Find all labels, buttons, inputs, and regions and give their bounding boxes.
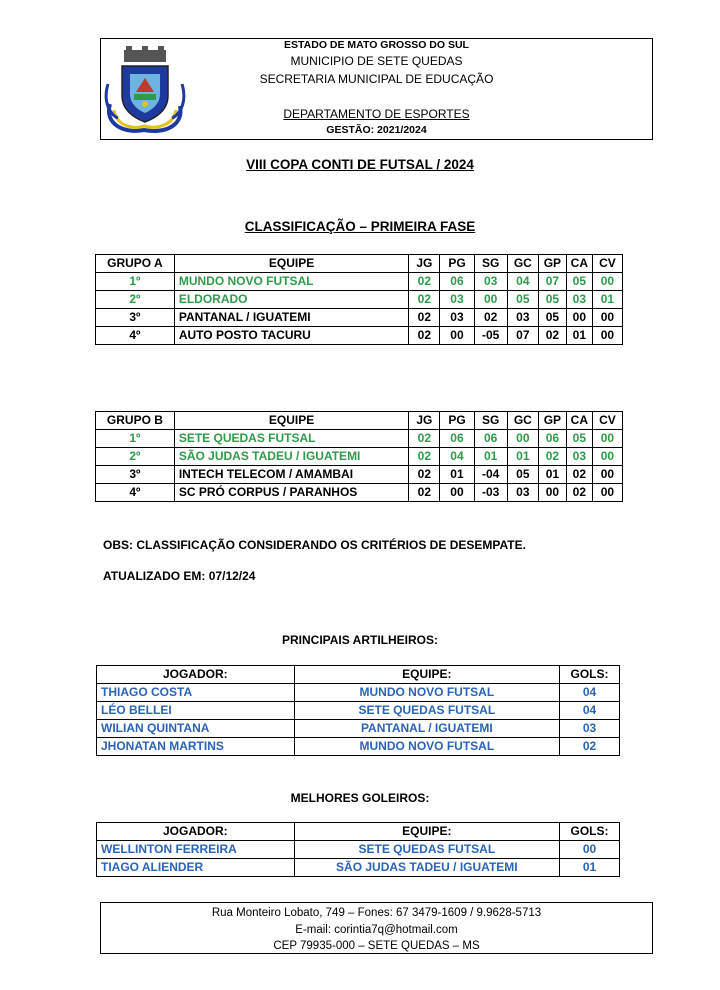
stat-cell: 06 <box>474 430 507 448</box>
stat-cell: 00 <box>566 309 592 327</box>
stat-cell: -04 <box>474 466 507 484</box>
stat-cell: 03 <box>440 309 474 327</box>
team-cell: MUNDO NOVO FUTSAL <box>174 273 408 291</box>
tournament-title: VIII COPA CONTI DE FUTSAL / 2024 <box>246 157 474 172</box>
goals-cell: 00 <box>560 841 620 859</box>
stat-cell: 00 <box>538 484 566 502</box>
position-cell: 3º <box>96 466 175 484</box>
player-cell: JHONATAN MARTINS <box>97 738 295 756</box>
player-cell: WELLINTON FERREIRA <box>97 841 295 859</box>
header-cell: CV <box>592 255 622 273</box>
header-cell: GOLS: <box>560 823 620 841</box>
stat-cell: 02 <box>409 309 440 327</box>
position-cell: 2º <box>96 291 175 309</box>
footer-contact <box>100 902 653 954</box>
stat-cell: 01 <box>440 466 474 484</box>
tiebreak-note: OBS: CLASSIFICAÇÃO CONSIDERANDO OS CRITÉRIOS DE DESEMPATE. <box>103 538 526 552</box>
stat-cell: 03 <box>507 309 538 327</box>
stat-cell: -05 <box>474 327 507 345</box>
table-header-row <box>97 823 620 841</box>
stat-cell: 02 <box>409 466 440 484</box>
table-row <box>97 684 620 702</box>
stat-cell: 01 <box>592 291 622 309</box>
stat-cell: 00 <box>592 430 622 448</box>
stat-cell: 00 <box>592 448 622 466</box>
stat-cell: 00 <box>592 273 622 291</box>
state-name: ESTADO DE MATO GROSSO DO SUL <box>284 39 469 51</box>
stat-cell: 05 <box>566 430 592 448</box>
header-cell: GC <box>507 412 538 430</box>
player-cell: TIAGO ALIENDER <box>97 859 295 877</box>
stat-cell: 06 <box>538 430 566 448</box>
stat-cell: 03 <box>566 291 592 309</box>
team-cell: INTECH TELECOM / AMAMBAI <box>174 466 408 484</box>
stat-cell: 06 <box>440 273 474 291</box>
goals-cell: 01 <box>560 859 620 877</box>
stat-cell: 01 <box>566 327 592 345</box>
stat-cell: 00 <box>592 466 622 484</box>
table-row <box>96 273 623 291</box>
table-row <box>96 484 623 502</box>
stat-cell: 06 <box>440 430 474 448</box>
goalkeepers-table <box>96 822 620 877</box>
secretariat-name: SECRETARIA MUNICIPAL DE EDUCAÇÃO <box>259 72 494 86</box>
stat-cell: 01 <box>538 466 566 484</box>
updated-date: ATUALIZADO EM: 07/12/24 <box>103 569 256 583</box>
footer-cep: CEP 79935-000 – SETE QUEDAS – MS <box>273 940 480 952</box>
position-cell: 2º <box>96 448 175 466</box>
municipality-name: MUNICIPIO DE SETE QUEDAS <box>290 54 463 68</box>
team-cell: SETE QUEDAS FUTSAL <box>294 841 559 859</box>
header-cell: JOGADOR: <box>97 666 295 684</box>
table-row <box>96 291 623 309</box>
stat-cell: 05 <box>507 291 538 309</box>
stat-cell: 05 <box>507 466 538 484</box>
stat-cell: 07 <box>507 327 538 345</box>
stat-cell: 03 <box>507 484 538 502</box>
table-row <box>96 309 623 327</box>
footer-email: E-mail: corintia7q@hotmail.com <box>295 923 458 936</box>
stat-cell: 02 <box>474 309 507 327</box>
stat-cell: 03 <box>474 273 507 291</box>
stat-cell: 02 <box>409 430 440 448</box>
table-row <box>97 738 620 756</box>
header-cell: GOLS: <box>560 666 620 684</box>
table-row <box>96 430 623 448</box>
header-cell: GP <box>538 412 566 430</box>
position-cell: 4º <box>96 484 175 502</box>
goals-cell: 04 <box>560 702 620 720</box>
stat-cell: 03 <box>440 291 474 309</box>
scorers-table <box>96 665 620 756</box>
header-cell: GRUPO A <box>96 255 175 273</box>
stat-cell: 00 <box>440 327 474 345</box>
goalkeepers-title: MELHORES GOLEIROS: <box>290 791 430 805</box>
stat-cell: 05 <box>566 273 592 291</box>
team-cell: PANTANAL / IGUATEMI <box>174 309 408 327</box>
position-cell: 1º <box>96 430 175 448</box>
header-cell: JOGADOR: <box>97 823 295 841</box>
stat-cell: 03 <box>566 448 592 466</box>
stat-cell: 00 <box>592 327 622 345</box>
stat-cell: 02 <box>538 327 566 345</box>
team-cell: SÃO JUDAS TADEU / IGUATEMI <box>174 448 408 466</box>
team-cell: SETE QUEDAS FUTSAL <box>174 430 408 448</box>
stat-cell: 00 <box>592 484 622 502</box>
stat-cell: 01 <box>507 448 538 466</box>
header-cell: CA <box>566 412 592 430</box>
team-cell: MUNDO NOVO FUTSAL <box>294 684 559 702</box>
stat-cell: 05 <box>538 309 566 327</box>
stat-cell: 02 <box>409 484 440 502</box>
scorers-title: PRINCIPAIS ARTILHEIROS: <box>281 633 438 647</box>
table-row <box>96 327 623 345</box>
stat-cell: 04 <box>507 273 538 291</box>
header-cell: GRUPO B <box>96 412 175 430</box>
header-cell: SG <box>474 412 507 430</box>
stat-cell: 02 <box>409 273 440 291</box>
table-header-row <box>96 255 623 273</box>
team-cell: MUNDO NOVO FUTSAL <box>294 738 559 756</box>
table-header-row <box>96 412 623 430</box>
stat-cell: 02 <box>409 448 440 466</box>
stat-cell: 01 <box>474 448 507 466</box>
stat-cell: 00 <box>474 291 507 309</box>
stat-cell: 05 <box>538 291 566 309</box>
position-cell: 4º <box>96 327 175 345</box>
player-cell: LÉO BELLEI <box>97 702 295 720</box>
table-row <box>96 466 623 484</box>
header-cell: CA <box>566 255 592 273</box>
stat-cell: -03 <box>474 484 507 502</box>
stat-cell: 00 <box>507 430 538 448</box>
position-cell: 3º <box>96 309 175 327</box>
team-cell: AUTO POSTO TACURU <box>174 327 408 345</box>
stat-cell: 02 <box>538 448 566 466</box>
department-name: DEPARTAMENTO DE ESPORTES <box>283 107 470 121</box>
team-cell: SC PRÓ CORPUS / PARANHOS <box>174 484 408 502</box>
term: GESTÃO: 2021/2024 <box>326 124 427 136</box>
group-b-table <box>95 411 623 502</box>
stat-cell: 00 <box>592 309 622 327</box>
header-cell: GP <box>538 255 566 273</box>
stat-cell: 02 <box>409 327 440 345</box>
stat-cell: 02 <box>566 466 592 484</box>
header-cell: EQUIPE: <box>294 666 559 684</box>
table-row <box>96 448 623 466</box>
header-cell: SG <box>474 255 507 273</box>
header-cell: JG <box>409 412 440 430</box>
table-row <box>97 720 620 738</box>
municipal-coat-of-arms-icon <box>104 44 186 136</box>
table-header-row <box>97 666 620 684</box>
table-row <box>97 702 620 720</box>
header-cell: PG <box>440 412 474 430</box>
team-cell: ELDORADO <box>174 291 408 309</box>
goals-cell: 03 <box>560 720 620 738</box>
team-cell: SÃO JUDAS TADEU / IGUATEMI <box>294 859 559 877</box>
goals-cell: 04 <box>560 684 620 702</box>
header-cell: CV <box>592 412 622 430</box>
classification-subtitle: CLASSIFICAÇÃO – PRIMEIRA FASE <box>244 219 476 234</box>
position-cell: 1º <box>96 273 175 291</box>
stat-cell: 02 <box>566 484 592 502</box>
header-cell: EQUIPE: <box>294 823 559 841</box>
header-cell: EQUIPE <box>174 412 408 430</box>
team-cell: SETE QUEDAS FUTSAL <box>294 702 559 720</box>
team-cell: PANTANAL / IGUATEMI <box>294 720 559 738</box>
player-cell: THIAGO COSTA <box>97 684 295 702</box>
footer-address: Rua Monteiro Lobato, 749 – Fones: 67 3479-1609 / 9.9628-5713 <box>211 907 542 919</box>
stat-cell: 07 <box>538 273 566 291</box>
stat-cell: 00 <box>440 484 474 502</box>
table-row <box>97 859 620 877</box>
header-cell: EQUIPE <box>174 255 408 273</box>
stat-cell: 04 <box>440 448 474 466</box>
header-cell: PG <box>440 255 474 273</box>
header-cell: GC <box>507 255 538 273</box>
goals-cell: 02 <box>560 738 620 756</box>
header-cell: JG <box>409 255 440 273</box>
player-cell: WILIAN QUINTANA <box>97 720 295 738</box>
table-row <box>97 841 620 859</box>
group-a-table <box>95 254 623 345</box>
stat-cell: 02 <box>409 291 440 309</box>
